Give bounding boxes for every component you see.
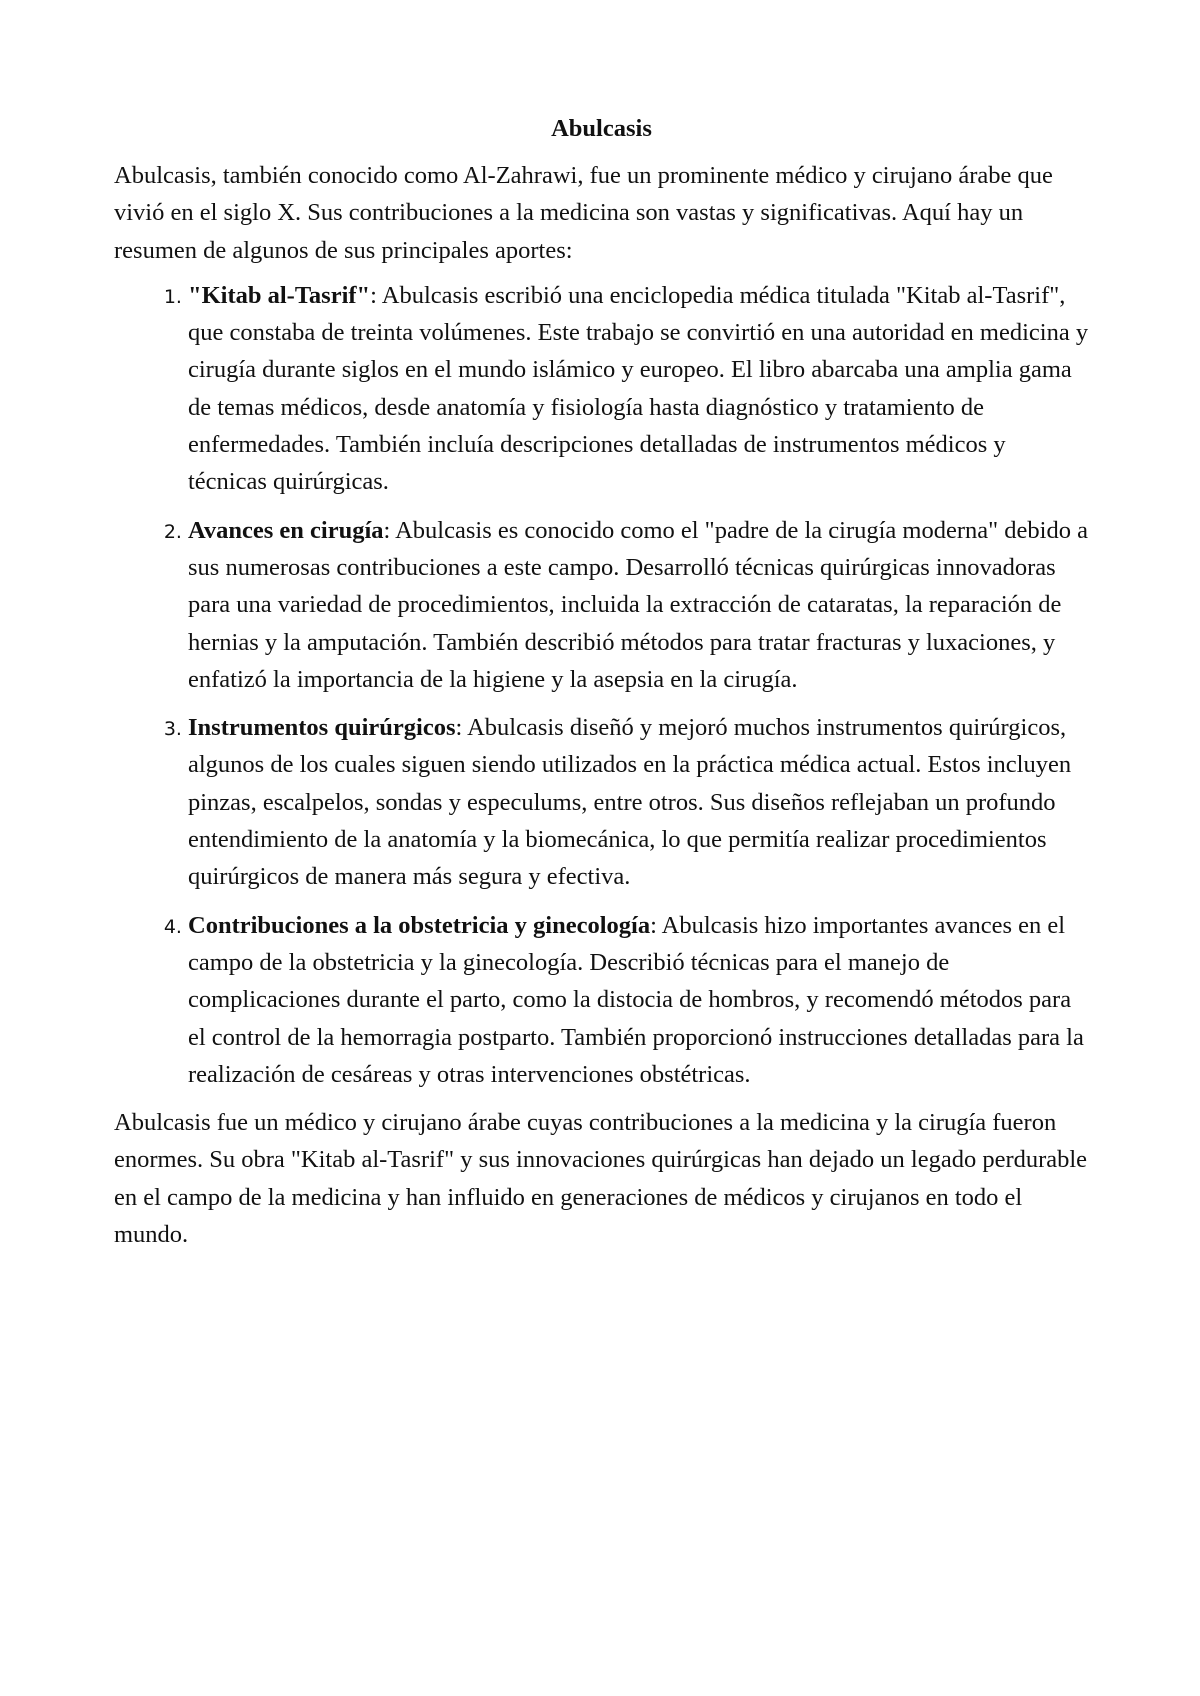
list-item-body: : Abulcasis hizo importantes avances en el campo de la obstetricia y la ginecología. Describió técnicas para el manejo de complicaciones durante el parto, como la distocia de hombros, y recomendó métodos para el control de la hemorragia postparto. También proporcionó instrucciones detalladas para la realización de cesáreas y otras intervenciones obstétricas.: [188, 911, 1084, 1088]
list-item-body: : Abulcasis es conocido como el "padre de la cirugía moderna" debido a sus numerosas contribuciones a este campo. Desarrolló técnicas quirúrgicas innovadoras para una variedad de procedimientos, incluida la extracción de cataratas, la reparación de hernias y la amputación. También describió métodos para tratar fracturas y luxaciones, y enfatizó la importancia de la higiene y la asepsia en la cirugía.: [188, 516, 1088, 693]
conclusion-paragraph: Abulcasis fue un médico y cirujano árabe cuyas contribuciones a la medicina y la cirugía fueron enormes. Su obra "Kitab al-Tasrif" y sus innovaciones quirúrgicas han dejado un legado perdurable en el campo de la medicina y han influido en generaciones de médicos y cirujanos en todo el mundo.: [114, 1109, 1088, 1249]
list-item: [188, 907, 1089, 1093]
contributions-list: [114, 277, 1089, 1093]
list-item-body: : Abulcasis diseñó y mejoró muchos instrumentos quirúrgicos, algunos de los cuales siguen siendo utilizados en la práctica médica actual. Estos incluyen pinzas, escalpelos, sondas y especulums, entre otros. Sus diseños reflejaban un profundo entendimiento de la anatomía y la biomecánica, lo que permitía realizar procedimientos quirúrgicos de manera más segura y efectiva.: [188, 714, 1072, 891]
list-item: [188, 277, 1089, 501]
document-page: [114, 110, 1089, 1253]
list-item-body: : Abulcasis escribió una enciclopedia médica titulada "Kitab al-Tasrif", que constaba de treinta volúmenes. Este trabajo se convirtió en una autoridad en medicina y cirugía durante siglos en el mundo islámico y europeo. El libro abarcaba una amplia gama de temas médicos, desde anatomía y fisiología hasta diagnóstico y tratamiento de enfermedades. También incluía descripciones detalladas de instrumentos médicos y técnicas quirúrgicas.: [188, 281, 1089, 496]
list-item-title: "Kitab al-Tasrif": [188, 281, 371, 309]
list-item: [188, 709, 1089, 895]
intro-paragraph: Abulcasis, también conocido como Al-Zahrawi, fue un prominente médico y cirujano árabe que vivió en el siglo X. Sus contribuciones a la medicina son vastas y significativas. Aquí hay un resumen de algunos de sus principales aportes:: [114, 162, 1053, 264]
list-item-title: Instrumentos quirúrgicos: [188, 714, 456, 742]
list-item: [188, 512, 1089, 698]
list-item-title: Contribuciones a la obstetricia y ginecología: [188, 911, 651, 939]
list-item-title: Avances en cirugía: [188, 516, 384, 544]
document-title: Abulcasis: [551, 115, 652, 142]
